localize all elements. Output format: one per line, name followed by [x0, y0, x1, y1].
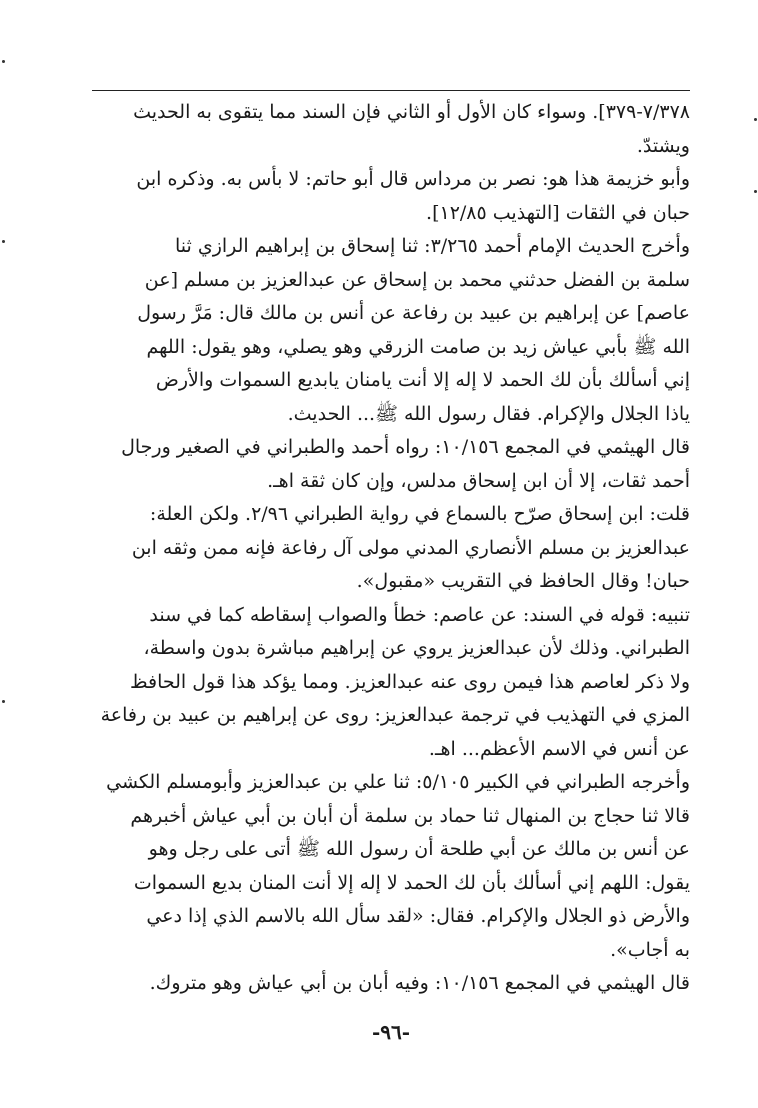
- text-line: وأخرج الحديث الإمام أحمد ٣/٢٦٥: ثنا إسحاق بن إبراهيم الرازي ثنا: [174, 235, 690, 257]
- text-line: قال الهيثمي في المجمع ١٠/١٥٦: رواه أحمد والطبراني في الصغير ورجال: [121, 436, 690, 458]
- body-text: [92, 96, 690, 1001]
- text-line: عن أنس في الاسم الأعظم... اهـ.: [428, 737, 690, 760]
- text-line: الطبراني. وذلك لأن عبدالعزيز يروي عن إبراهيم مباشرة بدون واسطة،: [143, 637, 690, 659]
- text-line: المزي في التهذيب في ترجمة عبدالعزيز: روى عن إبراهيم بن عبيد بن رفاعة: [100, 704, 690, 726]
- text-line: حبان! وقال الحافظ في التقريب «مقبول».: [356, 570, 690, 592]
- text-line: والأرض ذو الجلال والإكرام. فقال: «لقد سأل الله بالاسم الذي إذا دعي: [146, 905, 690, 927]
- text-line: عبدالعزيز بن مسلم الأنصاري المدني مولى آل رفاعة فإنه ممن وثقه ابن: [131, 536, 690, 559]
- text-line: وأخرجه الطبراني في الكبير ٥/١٠٥: ثنا علي بن عبدالعزيز وأبومسلم الكشي: [106, 771, 690, 793]
- text-line: ٧/٣٧٨-٣٧٩]. وسواء كان الأول أو الثاني فإن السند مما يتقوى به الحديث: [133, 101, 690, 123]
- text-line: عن أنس بن مالك عن أبي طلحة أن رسول الله ﷺ أتى على رجل وهو: [148, 838, 690, 860]
- text-line: ولا ذكر لعاصم هذا فيمن روى عنه عبدالعزيز. ومما يؤكد هذا قول الحافظ: [129, 670, 690, 693]
- text-line: قال الهيثمي في المجمع ١٠/١٥٦: وفيه أبان بن أبي عياش وهو متروك.: [149, 972, 690, 994]
- document-page: [92, 90, 690, 1070]
- page-number: -٩٦-: [371, 1020, 411, 1044]
- text-line: ويشتدّ.: [636, 134, 690, 157]
- text-line: به أجاب».: [610, 938, 690, 961]
- text-line: ياذا الجلال والإكرام. فقال رسول الله ﷺ... الحديث.: [287, 402, 690, 425]
- text-line: قلت: ابن إسحاق صرّح بالسماع في رواية الطبراني ٢/٩٦. ولكن العلة:: [149, 503, 690, 525]
- scan-mark-3: [2, 700, 5, 703]
- text-line: أحمد ثقات، إلا أن ابن إسحاق مدلس، وإن كان ثقة اهـ.: [267, 469, 690, 492]
- text-line: سلمة بن الفضل حدثني محمد بن إسحاق عن عبدالعزيز بن مسلم [عن: [144, 268, 690, 291]
- text-line: حبان في الثقات [التهذيب ١٢/٨٥].: [426, 201, 690, 224]
- header-rule: [92, 90, 690, 91]
- scan-mark-4: [754, 118, 757, 121]
- text-line: قالا ثنا حجاج بن المنهال ثنا حماد بن سلمة أن أبان بن أبي عياش أخبرهم: [130, 804, 690, 827]
- text-line: الله ﷺ بأبي عياش زيد بن صامت الزرقي وهو يصلي، وهو يقول: اللهم: [146, 335, 690, 358]
- text-line: يقول: اللهم إني أسألك بأن لك الحمد لا إله إلا أنت المنان بديع السموات: [133, 871, 690, 894]
- text-line: وأبو خزيمة هذا هو: نصر بن مرداس قال أبو حاتم: لا بأس به. وذكره ابن: [136, 168, 690, 190]
- text-line: تنبيه: قوله في السند: عن عاصم: خطأ والصواب إسقاطه كما في سند: [149, 603, 690, 626]
- scan-mark-1: [2, 60, 5, 63]
- scan-mark-2: [2, 240, 5, 243]
- text-line: إني أسألك بأن لك الحمد لا إله إلا أنت يامنان يابديع السموات والأرض: [155, 369, 690, 391]
- text-line: عاصم] عن إبراهيم بن عبيد بن رفاعة عن أنس بن مالك قال: مَرَّ رسول: [137, 302, 690, 324]
- scan-mark-5: [754, 190, 757, 193]
